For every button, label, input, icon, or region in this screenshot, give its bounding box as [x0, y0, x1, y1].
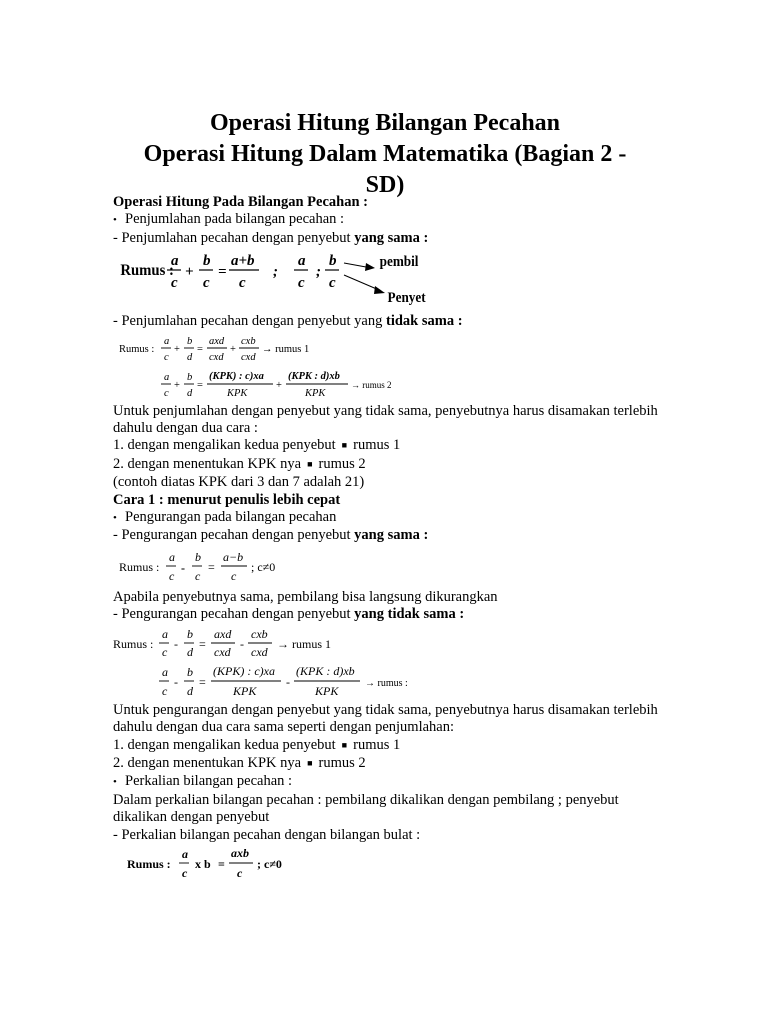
svg-text:x b: x b	[195, 856, 211, 871]
svg-text:+: +	[185, 264, 194, 281]
svg-text:-: -	[240, 636, 244, 651]
svg-text:c: c	[169, 568, 175, 583]
bullet-perkalian: • Perkalian bilangan pecahan :	[113, 773, 293, 790]
svg-text:a: a	[182, 846, 188, 861]
formula-pengurangan-rumus-2	[113, 662, 443, 702]
svg-text:; c≠0: ; c≠0	[257, 856, 282, 871]
title-line-1: Operasi Hitung Bilangan Pecahan	[209, 110, 561, 136]
svg-text:KPK: KPK	[315, 683, 339, 698]
svg-text:a: a	[162, 626, 168, 641]
bullet-pengurangan: • Pengurangan pada bilangan pecahan	[113, 509, 337, 526]
formula-perkalian-bulat	[113, 844, 443, 886]
svg-text:axb: axb	[231, 845, 249, 860]
svg-text:a: a	[162, 664, 168, 679]
formula-penjumlahan-rumus-2	[113, 367, 443, 403]
document-body	[113, 194, 658, 886]
svg-text:KPK: KPK	[305, 387, 326, 399]
svg-text:Rumus :: Rumus :	[119, 343, 155, 355]
svg-text:c: c	[237, 865, 243, 880]
svg-text:d: d	[187, 351, 193, 363]
svg-text:b: b	[195, 549, 201, 564]
svg-text:-: -	[181, 560, 185, 575]
svg-text:;: ;	[316, 264, 321, 281]
pengurangan-item-1: 1. dengan mengalikan kedua penyebut ■ rumus 1	[113, 736, 401, 753]
penjumlahan-item-1: 1. dengan mengalikan kedua penyebut ■ rumus 1	[113, 437, 401, 454]
svg-text:d: d	[187, 387, 193, 399]
svg-text:b: b	[187, 335, 193, 347]
svg-text:c: c	[298, 275, 305, 292]
svg-text:KPK: KPK	[233, 683, 257, 698]
svg-text:c: c	[164, 351, 169, 363]
svg-text:cxb: cxb	[251, 626, 268, 641]
title-line-2: Operasi Hitung Dalam Matematika (Bagian 2 -	[143, 141, 627, 167]
page-title	[110, 108, 660, 201]
svg-text:Rumus :: Rumus :	[113, 636, 154, 651]
svg-text:-: -	[286, 674, 290, 689]
svg-text:=: =	[197, 379, 203, 391]
svg-text:b: b	[187, 664, 193, 679]
svg-text:a: a	[171, 253, 179, 270]
svg-text:b: b	[187, 626, 193, 641]
svg-text:c: c	[162, 644, 168, 659]
svg-text:-: -	[174, 674, 178, 689]
svg-text:d: d	[187, 644, 193, 659]
svg-text:(KPK) : c)xa: (KPK) : c)xa	[209, 370, 264, 382]
svg-text:b: b	[329, 253, 337, 270]
formula-penjumlahan-rumus-1	[113, 331, 443, 367]
svg-text:→ rumus 1: → rumus 1	[277, 636, 331, 651]
svg-text:KPK: KPK	[227, 387, 248, 399]
svg-text:cxd: cxd	[209, 351, 224, 363]
svg-text:(KPK) : c)xa: (KPK) : c)xa	[213, 663, 275, 678]
svg-text:c: c	[195, 568, 201, 583]
svg-text:(KPK : d)xb: (KPK : d)xb	[296, 663, 355, 678]
svg-text:+: +	[174, 379, 180, 391]
svg-text:a: a	[164, 371, 170, 383]
svg-text:;: ;	[273, 264, 278, 281]
svg-text:c: c	[231, 568, 237, 583]
cara-1-note: Cara 1 : menurut penulis lebih cepat	[113, 491, 341, 508]
svg-text:c: c	[182, 865, 188, 880]
svg-text:+: +	[276, 379, 282, 391]
svg-text:axd: axd	[209, 335, 225, 347]
svg-text:Rumus :: Rumus :	[119, 559, 160, 574]
perkalian-bulat-label: - Perkalian bilangan pecahan dengan bilangan bulat :	[113, 826, 421, 843]
svg-text:c: c	[162, 683, 168, 698]
svg-text:b: b	[187, 371, 193, 383]
bullet-penjumlahan: • Penjumlahan pada bilangan pecahan :	[113, 211, 345, 228]
svg-text:pembil: pembil	[379, 253, 419, 271]
svg-text:d: d	[187, 683, 193, 698]
formula-pengurangan-sama	[113, 545, 443, 589]
svg-text:a: a	[298, 253, 306, 270]
svg-text:c: c	[239, 275, 246, 292]
svg-text:Rumus :: Rumus :	[127, 856, 171, 871]
perkalian-paragraph: Dalam perkalian bilangan pecahan : pembilang dikalikan dengan pembilang ; penyebut dikalikan dengan penyebut	[113, 791, 619, 826]
svg-text:cxd: cxd	[241, 351, 256, 363]
svg-text:+: +	[174, 343, 180, 355]
svg-text:; c≠0: ; c≠0	[251, 559, 276, 574]
svg-text:=: =	[197, 343, 203, 355]
pengurangan-sama-label: - Pengurangan pecahan dengan penyebut yang sama :	[113, 527, 429, 544]
svg-text:c: c	[329, 275, 336, 292]
svg-text:Rumus :: Rumus :	[120, 261, 174, 280]
penjumlahan-item-2: 2. dengan menentukan KPK nya ■ rumus 2	[113, 455, 366, 472]
pengurangan-sama-paragraph: Apabila penyebutnya sama, pembilang bisa langsung dikurangkan	[113, 588, 498, 605]
svg-text:a: a	[164, 335, 170, 347]
svg-text:=: =	[199, 636, 206, 651]
svg-text:=: =	[218, 264, 227, 281]
svg-text:=: =	[199, 674, 206, 689]
title-line-3: SD)	[365, 172, 405, 198]
formula-penjumlahan-sama	[113, 247, 443, 313]
penjumlahan-paragraph: Untuk penjumlahan dengan penyebut yang tidak sama, penyebutnya harus disamakan terlebih dahulu dengan dua cara :	[113, 402, 658, 437]
svg-text:-: -	[174, 636, 178, 651]
section-heading: Operasi Hitung Pada Bilangan Pecahan :	[113, 194, 368, 210]
penjumlahan-tidak-sama-label: - Penjumlahan pecahan dengan penyebut yang tidak sama :	[113, 313, 463, 330]
pengurangan-paragraph: Untuk pengurangan dengan penyebut yang tidak sama, penyebutnya harus disamakan terlebih dahulu dengan dua cara sama seperti dengan penjumlahan:	[113, 701, 658, 736]
svg-text:cxb: cxb	[241, 335, 256, 347]
svg-text:=: =	[218, 856, 225, 871]
pengurangan-item-2: 2. dengan menentukan KPK nya ■ rumus 2	[113, 754, 366, 771]
svg-text:cxd: cxd	[214, 644, 231, 659]
penjumlahan-contoh: (contoh diatas KPK dari 3 dan 7 adalah 21)	[113, 474, 365, 491]
svg-text:c: c	[203, 275, 210, 292]
svg-text:→ rumus 1: → rumus 1	[262, 343, 310, 355]
formula-pengurangan-rumus-1	[113, 624, 443, 662]
pengurangan-tidak-sama-label: - Pengurangan pecahan dengan penyebut yang tidak sama :	[113, 606, 465, 623]
svg-text:a−b: a−b	[223, 549, 244, 564]
svg-text:Penyet: Penyet	[387, 289, 426, 307]
svg-text:a+b: a+b	[231, 253, 255, 270]
svg-text:+: +	[230, 343, 236, 355]
svg-text:b: b	[203, 253, 211, 270]
svg-text:a: a	[169, 549, 175, 564]
svg-text:c: c	[171, 275, 178, 292]
svg-text:→ rumus 2: → rumus 2	[351, 379, 392, 390]
svg-text:c: c	[164, 387, 169, 399]
penjumlahan-sama-label: - Penjumlahan pecahan dengan penyebut yang sama :	[113, 229, 429, 246]
svg-text:→ rumus :: → rumus :	[365, 677, 408, 689]
svg-text:cxd: cxd	[251, 644, 268, 659]
svg-text:=: =	[208, 559, 215, 574]
svg-text:(KPK : d)xb: (KPK : d)xb	[288, 370, 340, 382]
svg-text:axd: axd	[214, 626, 232, 641]
